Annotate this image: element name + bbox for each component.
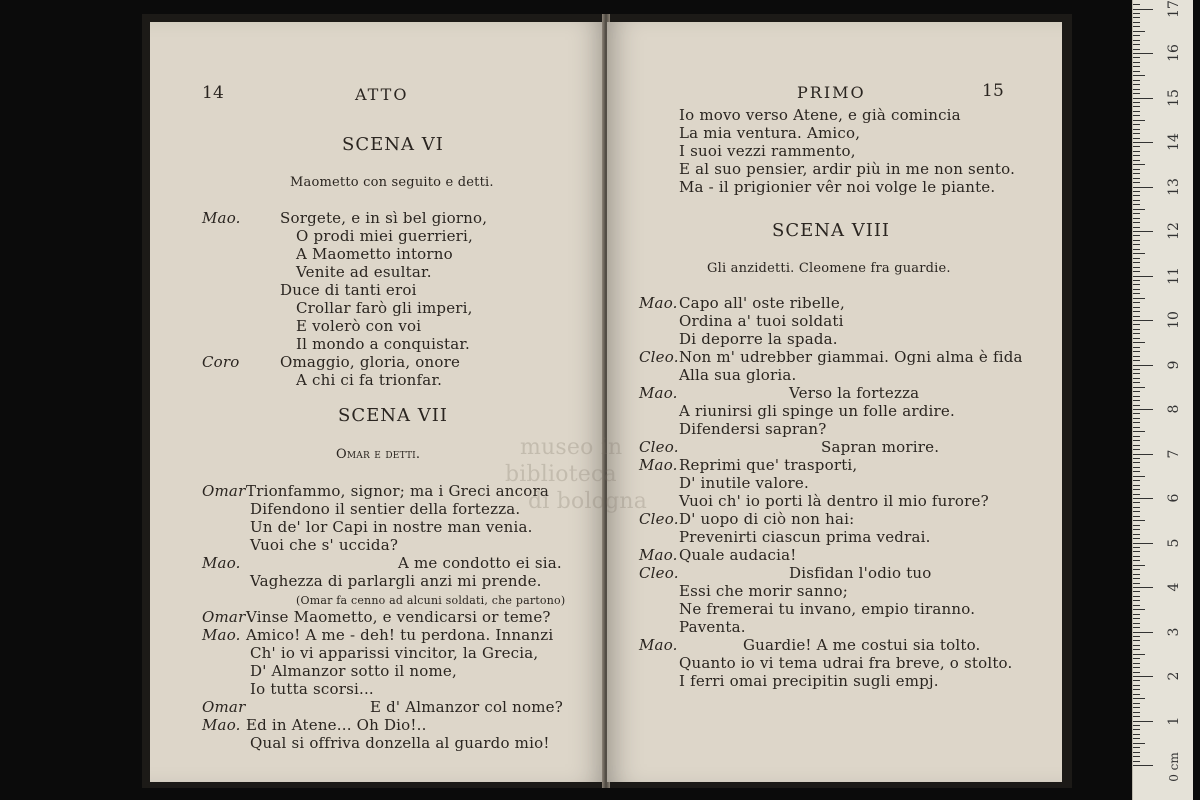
- ruler-tick: [1133, 138, 1140, 139]
- ruler-tick: [1133, 9, 1153, 10]
- ruler-number: 10: [1166, 311, 1182, 329]
- watermark-line: biblioteca: [505, 462, 617, 487]
- ruler-tick: [1133, 725, 1140, 726]
- ruler-tick: [1133, 454, 1153, 455]
- ruler-number: 13: [1166, 177, 1182, 196]
- verse-line: Vinse Maometto, e vendicarsi or teme?: [246, 608, 551, 626]
- ruler-number: 5: [1166, 538, 1182, 547]
- verse-line: A chi ci fa trionfar.: [296, 371, 443, 389]
- ruler-number: 8: [1166, 404, 1182, 414]
- verse-line: Amico! A me - deh! tu perdona. Innanzi: [246, 626, 554, 644]
- verse-line: D' Almanzor sotto il nome,: [250, 662, 457, 680]
- ruler-tick: [1133, 743, 1145, 744]
- ruler-number: 16: [1166, 44, 1182, 62]
- ruler-tick: [1133, 752, 1140, 753]
- verse-line: Vuoi che s' uccida?: [250, 536, 399, 554]
- ruler-tick: [1133, 155, 1140, 156]
- watermark-line: museo in: [520, 435, 623, 460]
- ruler-tick: [1133, 133, 1140, 134]
- verse-line: Io movo verso Atene, e già comincia: [679, 106, 961, 124]
- ruler-tick: [1133, 271, 1140, 272]
- ruler-tick: [1133, 511, 1140, 512]
- running-head-left: ATTO: [355, 85, 409, 104]
- ruler-tick: [1133, 761, 1140, 762]
- ruler-tick: [1133, 636, 1140, 637]
- verse-line: A Maometto intorno: [296, 245, 453, 263]
- ruler-tick: [1133, 293, 1140, 294]
- verse-line: Vaghezza di parlargli anzi mi prende.: [250, 572, 542, 590]
- ruler-tick: [1133, 489, 1140, 490]
- ruler-tick: [1133, 253, 1145, 254]
- verse-line: Alla sua gloria.: [679, 366, 797, 384]
- ruler-tick: [1133, 102, 1140, 103]
- ruler-tick: [1133, 111, 1140, 112]
- ruler-tick: [1133, 129, 1140, 130]
- verse-line: Difendersi sapran?: [679, 420, 827, 438]
- speaker: Cleo.: [639, 564, 679, 582]
- ruler-tick: [1133, 738, 1140, 739]
- ruler-tick: [1133, 765, 1153, 766]
- ruler-tick: [1133, 347, 1140, 348]
- ruler-tick: [1133, 289, 1140, 290]
- ruler-tick: [1133, 591, 1140, 592]
- ruler-tick: [1133, 654, 1145, 655]
- ruler-tick: [1133, 187, 1153, 188]
- speaker: Mao.: [639, 294, 678, 312]
- ruler-tick: [1133, 462, 1140, 463]
- ruler-tick: [1133, 418, 1140, 419]
- verse-line: Un de' lor Capi in nostre man venia.: [250, 518, 533, 536]
- ruler-tick: [1133, 494, 1140, 495]
- speaker: Mao.: [639, 384, 678, 402]
- ruler-tick: [1133, 360, 1140, 361]
- ruler-tick: [1133, 124, 1140, 125]
- ruler-tick: [1133, 609, 1145, 610]
- ruler-tick: [1133, 320, 1153, 321]
- ruler-tick: [1133, 632, 1153, 633]
- ruler-tick: [1133, 587, 1153, 588]
- ruler-tick: [1133, 258, 1140, 259]
- ruler-tick: [1133, 618, 1140, 619]
- ruler-tick: [1133, 449, 1140, 450]
- ruler-tick: [1133, 378, 1140, 379]
- ruler-tick: [1133, 80, 1140, 81]
- speaker: Mao.: [202, 209, 241, 227]
- ruler-tick: [1133, 35, 1140, 36]
- ruler-tick: [1133, 62, 1140, 63]
- ruler-tick: [1133, 458, 1140, 459]
- ruler-tick: [1133, 351, 1140, 352]
- ruler-tick: [1133, 534, 1140, 535]
- ruler-tick: [1133, 213, 1140, 214]
- ruler-tick: [1133, 440, 1140, 441]
- verse-line: Venite ad esultar.: [296, 263, 432, 281]
- ruler-number: 9: [1166, 360, 1182, 369]
- ruler-tick: [1133, 31, 1145, 32]
- ruler-tick: [1133, 160, 1140, 161]
- scene-6-cast: Maometto con seguito e detti.: [290, 175, 494, 190]
- ruler-tick: [1133, 431, 1145, 432]
- verse-line: I ferri omai precipitin sugli empj.: [679, 672, 939, 690]
- ruler-tick: [1133, 658, 1140, 659]
- ruler-tick: [1133, 747, 1140, 748]
- verse-line: Qual si offriva donzella al guardo mio!: [250, 734, 550, 752]
- ruler-tick: [1133, 84, 1140, 85]
- ruler-tick: [1133, 302, 1140, 303]
- verse-line: Trionfammo, signor; ma i Greci ancora: [246, 482, 549, 500]
- ruler-tick: [1133, 756, 1140, 757]
- ruler-tick: [1133, 525, 1140, 526]
- ruler-tick: [1133, 249, 1140, 250]
- ruler-number: 4: [1166, 582, 1182, 592]
- ruler-tick: [1133, 565, 1145, 566]
- verse-line: D' inutile valore.: [679, 474, 809, 492]
- scene-6-title: SCENA VI: [342, 134, 444, 155]
- speaker: Mao.: [202, 554, 241, 572]
- speaker: Mao.: [202, 626, 241, 644]
- ruler-number: 14: [1166, 133, 1182, 151]
- ruler-tick: [1133, 142, 1153, 143]
- verse-line: Il mondo a conquistar.: [296, 335, 471, 353]
- ruler-tick: [1133, 436, 1140, 437]
- verse-line: Ch' io vi apparissi vincitor, la Grecia,: [250, 644, 539, 662]
- ruler-tick: [1133, 689, 1140, 690]
- ruler-number: 12: [1166, 222, 1182, 240]
- speaker: Omar: [202, 698, 246, 716]
- ruler-number: 11: [1166, 266, 1182, 285]
- ruler-tick: [1133, 676, 1153, 677]
- speaker: Cleo.: [639, 510, 679, 528]
- ruler-tick: [1133, 338, 1140, 339]
- verse-line: Paventa.: [679, 618, 746, 636]
- ruler-tick: [1133, 342, 1145, 343]
- ruler-tick: [1133, 178, 1140, 179]
- ruler-tick: [1133, 391, 1140, 392]
- watermark-line: di bologna: [528, 489, 648, 514]
- ruler-number: 6: [1166, 493, 1182, 503]
- ruler-tick: [1133, 547, 1140, 548]
- ruler-tick: [1133, 22, 1140, 23]
- ruler-tick: [1133, 66, 1140, 67]
- ruler-tick: [1133, 480, 1140, 481]
- ruler-unit-label: 0 cm: [1167, 752, 1181, 782]
- ruler-tick: [1133, 115, 1140, 116]
- ruler-tick: [1133, 89, 1140, 90]
- ruler-number: 3: [1166, 627, 1182, 636]
- page-number-left: 14: [202, 83, 225, 103]
- ruler-tick: [1133, 106, 1140, 107]
- verse-line: Quale audacia!: [679, 546, 797, 564]
- speaker: Omar: [202, 608, 246, 626]
- ruler-tick: [1133, 307, 1140, 308]
- speaker: Mao.: [639, 546, 678, 564]
- ruler-tick: [1133, 200, 1140, 201]
- speaker: Mao.: [639, 636, 678, 654]
- ruler-tick: [1133, 507, 1140, 508]
- ruler-tick: [1133, 240, 1140, 241]
- ruler-tick: [1133, 311, 1140, 312]
- ruler-tick: [1133, 57, 1140, 58]
- verse-line: I suoi vezzi rammento,: [679, 142, 856, 160]
- ruler-tick: [1133, 672, 1140, 673]
- verse-line: Di deporre la spada.: [679, 330, 838, 348]
- ruler-tick: [1133, 191, 1140, 192]
- ruler-tick: [1133, 324, 1140, 325]
- ruler-tick: [1133, 53, 1153, 54]
- left-page: [150, 22, 605, 782]
- ruler-tick: [1133, 645, 1140, 646]
- running-head-right: PRIMO: [797, 83, 866, 102]
- ruler-tick: [1133, 373, 1140, 374]
- ruler-tick: [1133, 17, 1140, 18]
- verse-line: Disfidan l'odio tuo: [789, 564, 932, 582]
- ruler-tick: [1133, 413, 1140, 414]
- ruler-tick: [1133, 476, 1145, 477]
- ruler-tick: [1133, 698, 1145, 699]
- ruler-tick: [1133, 405, 1140, 406]
- ruler-tick: [1133, 716, 1140, 717]
- verse-line: Vuoi ch' io porti là dentro il mio furore?: [679, 492, 989, 510]
- verse-line: E volerò con voi: [296, 317, 422, 335]
- ruler-tick: [1133, 276, 1153, 277]
- scene-7-title: SCENA VII: [338, 405, 448, 426]
- ruler-tick: [1133, 680, 1140, 681]
- verse-line: Ordina a' tuoi soldati: [679, 312, 844, 330]
- verse-line: Crollar farò gli imperi,: [296, 299, 473, 317]
- verse-line: D' uopo di ciò non hai:: [679, 510, 855, 528]
- ruler-tick: [1133, 235, 1140, 236]
- ruler-tick: [1133, 422, 1140, 423]
- ruler-tick: [1133, 169, 1140, 170]
- ruler-tick: [1133, 498, 1153, 499]
- ruler-tick: [1133, 667, 1140, 668]
- ruler-tick: [1133, 218, 1140, 219]
- ruler-tick: [1133, 93, 1140, 94]
- ruler-tick: [1133, 75, 1145, 76]
- verse-line: E al suo pensier, ardir più in me non sento.: [679, 160, 1016, 178]
- verse-line: Io tutta scorsi...: [250, 680, 374, 698]
- ruler-tick: [1133, 529, 1140, 530]
- verse-line: A riunirsi gli spinge un folle ardire.: [679, 402, 955, 420]
- ruler-tick: [1133, 329, 1140, 330]
- ruler-tick: [1133, 262, 1140, 263]
- ruler-tick: [1133, 685, 1140, 686]
- verse-line: O prodi miei guerrieri,: [296, 227, 473, 245]
- ruler-tick: [1133, 267, 1140, 268]
- ruler-tick: [1133, 151, 1140, 152]
- ruler-number: 7: [1166, 449, 1182, 458]
- ruler-tick: [1133, 13, 1140, 14]
- verse-line: Omaggio, gloria, onore: [280, 353, 461, 371]
- ruler-tick: [1133, 538, 1140, 539]
- ruler-tick: [1133, 244, 1140, 245]
- ruler-tick: [1133, 4, 1140, 5]
- verse-line: La mia ventura. Amico,: [679, 124, 861, 142]
- verse-line: Reprimi que' trasporti,: [679, 456, 858, 474]
- ruler-tick: [1133, 280, 1140, 281]
- ruler-tick: [1133, 409, 1153, 410]
- speaker: Coro: [202, 353, 240, 371]
- ruler-tick: [1133, 400, 1140, 401]
- verse-line: E d' Almanzor col nome?: [370, 698, 563, 716]
- ruler-tick: [1133, 640, 1140, 641]
- ruler-tick: [1133, 195, 1140, 196]
- ruler-tick: [1133, 721, 1153, 722]
- speaker: Cleo.: [639, 348, 679, 366]
- verse-line: Essi che morir sanno;: [679, 582, 849, 600]
- ruler-tick: [1133, 471, 1140, 472]
- ruler-tick: [1133, 600, 1140, 601]
- ruler-tick: [1133, 298, 1145, 299]
- ruler-tick: [1133, 467, 1140, 468]
- verse-line: Sorgete, e in sì bel giorno,: [280, 209, 488, 227]
- ruler-tick: [1133, 164, 1145, 165]
- ruler-tick: [1133, 623, 1140, 624]
- ruler-tick: [1133, 227, 1140, 228]
- verse-line: Ed in Atene... Oh Dio!..: [246, 716, 427, 734]
- ruler-tick: [1133, 365, 1153, 366]
- page-number-right: 15: [982, 81, 1005, 101]
- ruler-tick: [1133, 26, 1140, 27]
- ruler-tick: [1133, 316, 1140, 317]
- ruler-tick: [1133, 222, 1140, 223]
- ruler-tick: [1133, 560, 1140, 561]
- speaker: Omar: [202, 482, 246, 500]
- ruler-tick: [1133, 387, 1145, 388]
- right-page: [607, 22, 1062, 782]
- ruler-tick: [1133, 583, 1140, 584]
- ruler-tick: [1133, 173, 1140, 174]
- ruler-tick: [1133, 369, 1140, 370]
- speaker: Mao.: [202, 716, 241, 734]
- verse-line: Verso la fortezza: [789, 384, 920, 402]
- scene-8-title: SCENA VIII: [772, 220, 891, 241]
- ruler-tick: [1133, 627, 1140, 628]
- ruler-tick: [1133, 520, 1145, 521]
- measuring-ruler: [1132, 0, 1193, 800]
- ruler-tick: [1133, 44, 1140, 45]
- ruler-tick: [1133, 596, 1140, 597]
- ruler-tick: [1133, 614, 1140, 615]
- stage-direction: (Omar fa cenno ad alcuni soldati, che partono): [296, 594, 566, 607]
- ruler-tick: [1133, 556, 1140, 557]
- verse-line: Duce di tanti eroi: [280, 281, 417, 299]
- ruler-tick: [1133, 734, 1140, 735]
- ruler-tick: [1133, 502, 1140, 503]
- ruler-tick: [1133, 333, 1140, 334]
- ruler-tick: [1133, 98, 1153, 99]
- ruler-tick: [1133, 445, 1140, 446]
- ruler-tick: [1133, 427, 1140, 428]
- verse-line: Quanto io vi tema udrai fra breve, o stolto.: [679, 654, 1013, 672]
- ruler-tick: [1133, 569, 1140, 570]
- ruler-tick: [1133, 146, 1140, 147]
- speaker: Mao.: [639, 456, 678, 474]
- ruler-tick: [1133, 605, 1140, 606]
- verse-line: Capo all' oste ribelle,: [679, 294, 845, 312]
- ruler-tick: [1133, 284, 1140, 285]
- verse-line: Sapran morire.: [821, 438, 940, 456]
- ruler-tick: [1133, 649, 1140, 650]
- ruler-tick: [1133, 204, 1140, 205]
- ruler-tick: [1133, 516, 1140, 517]
- ruler-tick: [1133, 663, 1140, 664]
- speaker: Cleo.: [639, 438, 679, 456]
- ruler-tick: [1133, 712, 1140, 713]
- ruler-tick: [1133, 71, 1140, 72]
- open-book: [142, 14, 1072, 788]
- verse-line: Difendono il sentier della fortezza.: [250, 500, 521, 518]
- ruler-tick: [1133, 543, 1153, 544]
- ruler-number: 1: [1166, 716, 1182, 725]
- ruler-number: 17: [1166, 0, 1182, 18]
- ruler-tick: [1133, 40, 1140, 41]
- verse-line: Ma - il prigionier vêr noi volge le piante.: [679, 178, 996, 196]
- ruler-tick: [1133, 574, 1140, 575]
- ruler-tick: [1133, 209, 1145, 210]
- verse-line: Non m' udrebber giammai. Ogni alma è fida: [679, 348, 1023, 366]
- verse-line: Guardie! A me costui sia tolto.: [743, 636, 981, 654]
- verse-line: Prevenirti ciascun prima vedrai.: [679, 528, 931, 546]
- ruler-tick: [1133, 182, 1140, 183]
- scene-7-cast: Omar e detti.: [336, 447, 421, 462]
- ruler-tick: [1133, 694, 1140, 695]
- ruler-tick: [1133, 396, 1140, 397]
- ruler-tick: [1133, 49, 1140, 50]
- ruler-tick: [1133, 382, 1140, 383]
- ruler-tick: [1133, 707, 1140, 708]
- ruler-tick: [1133, 703, 1140, 704]
- verse-line: A me condotto ei sia.: [398, 554, 562, 572]
- ruler-tick: [1133, 729, 1140, 730]
- ruler-tick: [1133, 578, 1140, 579]
- verse-line: Ne fremerai tu invano, empio tiranno.: [679, 600, 976, 618]
- ruler-tick: [1133, 551, 1140, 552]
- ruler-tick: [1133, 356, 1140, 357]
- scene-8-cast: Gli anzidetti. Cleomene fra guardie.: [707, 261, 951, 276]
- ruler-tick: [1133, 485, 1140, 486]
- ruler-tick: [1133, 120, 1145, 121]
- ruler-number: 2: [1166, 671, 1182, 681]
- ruler-number: 15: [1166, 88, 1182, 107]
- ruler-tick: [1133, 231, 1153, 232]
